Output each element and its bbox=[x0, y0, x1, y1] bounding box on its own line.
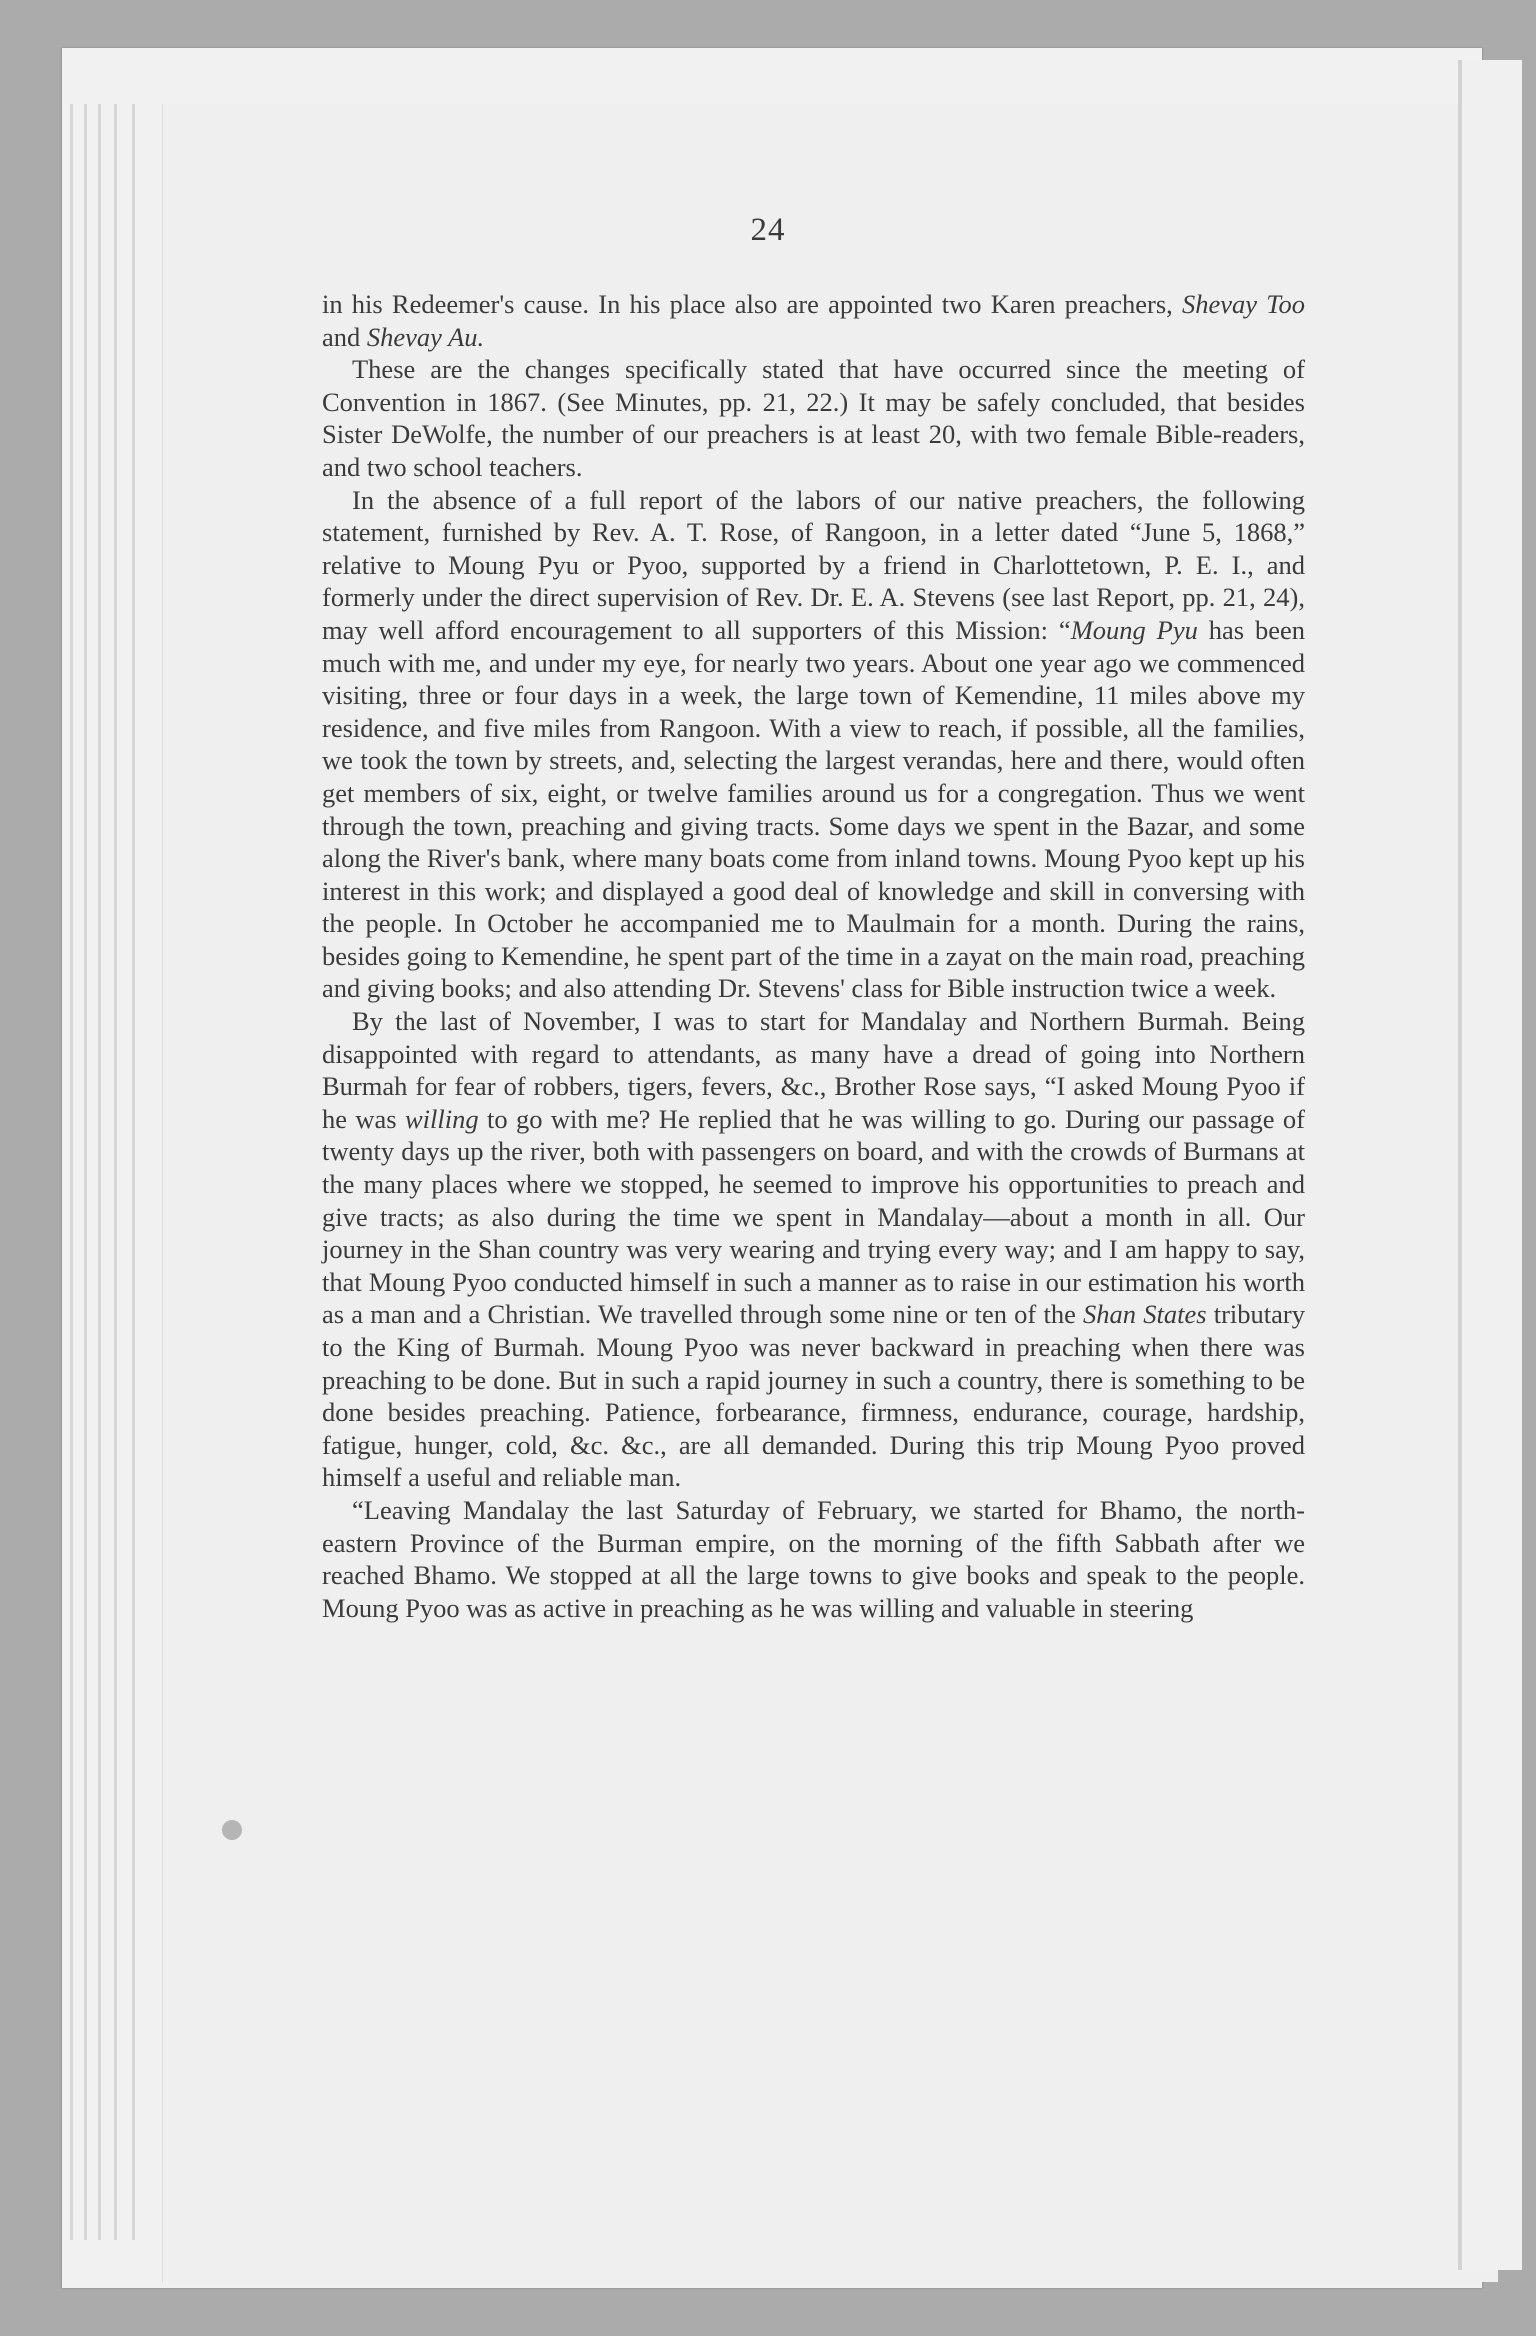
italic-text: willing bbox=[404, 1103, 479, 1134]
text-run: In the absence of a full report of the labors of our native preachers, the following statement, furnished by Rev. A. T. Rose, of Rangoon, in a letter dated “June 5, 1868,” relative to Moung Pyu or Pyoo, supported by a friend in Charlottetown, P. E. I., and formerly under the direct supervision of Rev. Dr. E. A. Stevens (see last Report, pp. 21, 24), may well afford encouragement to all supporters of this Mission: “ bbox=[322, 484, 1305, 645]
body-text bbox=[322, 288, 1305, 1624]
text-run: These are the changes specifically stated that have occurred since the meeting of Convention in 1867. (See Minutes, pp. 21, 22.) It may be safely concluded, that besides Sister DeWolfe, the number of our preachers is at least 20, with two female Bible-readers, and two school teachers. bbox=[322, 354, 1305, 482]
paragraph bbox=[322, 484, 1305, 1006]
page-number: 24 bbox=[750, 212, 786, 248]
page-edge bbox=[132, 104, 135, 2240]
paragraph bbox=[322, 1494, 1305, 1624]
italic-text: Shan States bbox=[1083, 1299, 1207, 1330]
paragraph bbox=[322, 353, 1305, 483]
text-run: has been much with me, and under my eye, for nearly two years. About one year ago we commenced visiting, three or four days in a week, the large town of Kemendine, 11 miles above my residence, and five miles from Rangoon. With a view to reach, if possible, all the families, we took the town by streets, and, selecting the largest verandas, here and there, would often get members of six, eight, or twelve families around us for a congregation. Thus we went through the town, preaching and giving tracts. Some days we spent in the Bazar, and some along the River's bank, where many boats come from inland towns. Moung Pyoo kept up his interest in this work; and displayed a good deal of knowledge and skill in conversing with the people. In October he accompanied me to Maulmain for a month. During the rains, besides going to Kemendine, he spent part of the time in a zayat on the main road, preaching and giving books; and also attending Dr. Stevens' class for Bible instruction twice a week. bbox=[322, 614, 1305, 1004]
text-run: and bbox=[322, 321, 367, 352]
page-edge bbox=[70, 104, 73, 2240]
page-edge bbox=[98, 104, 101, 2240]
page-edge bbox=[114, 104, 117, 2240]
italic-text: Shevay Au. bbox=[366, 321, 485, 352]
facing-page-edge bbox=[1458, 60, 1522, 2270]
paper-speck bbox=[222, 1820, 242, 1840]
page-edge bbox=[84, 104, 87, 2240]
paragraph bbox=[322, 1005, 1305, 1494]
text-run: tributary to the King of Burmah. Moung Pyoo was never backward in preaching when there was preaching to be done. But in such a rapid journey in such a country, there is something to be done besides preaching. Patience, forbearance, firmness, endurance, courage, hardship, fatigue, hunger, cold, &c. &c., are all demanded. During this trip Moung Pyoo proved himself a useful and reliable man. bbox=[322, 1299, 1305, 1493]
italic-text: Moung Pyu bbox=[1070, 614, 1198, 645]
paragraph bbox=[322, 288, 1305, 353]
text-run: “Leaving Mandalay the last Saturday of February, we started for Bhamo, the north-eastern Province of the Burman empire, on the morning of the fifth Sabbath after we reached Bhamo. We stopped at all the large towns to give books and speak to the people. Moung Pyoo was as active in preaching as he was willing and valuable in steering bbox=[322, 1494, 1305, 1623]
italic-text: Shevay Too bbox=[1181, 289, 1305, 319]
text-run: to go with me? He replied that he was willing to go. During our passage of twenty days up the river, both with passengers on board, and with the crowds of Burmans at the many places where we stopped, he seemed to improve his opportunities to preach and give tracts; as also during the time we spent in Mandalay—about a month in all. Our journey in the Shan country was very wearing and trying every way; and I am happy to say, that Moung Pyoo conducted himself in such a manner as to raise in our estimation his worth as a man and a Christian. We travelled through some nine or ten of the bbox=[322, 1103, 1305, 1330]
text-run: By the last of November, I was to start for Mandalay and Northern Burmah. Being disappointed with regard to attendants, as many have a dread of going into Northern Burmah for fear of robbers, tigers, fevers, &c., Brother Rose says, “I asked Moung Pyoo if he was bbox=[322, 1006, 1305, 1134]
text-run: in his Redeemer's cause. In his place also are appointed two Karen preachers, bbox=[322, 289, 1182, 319]
